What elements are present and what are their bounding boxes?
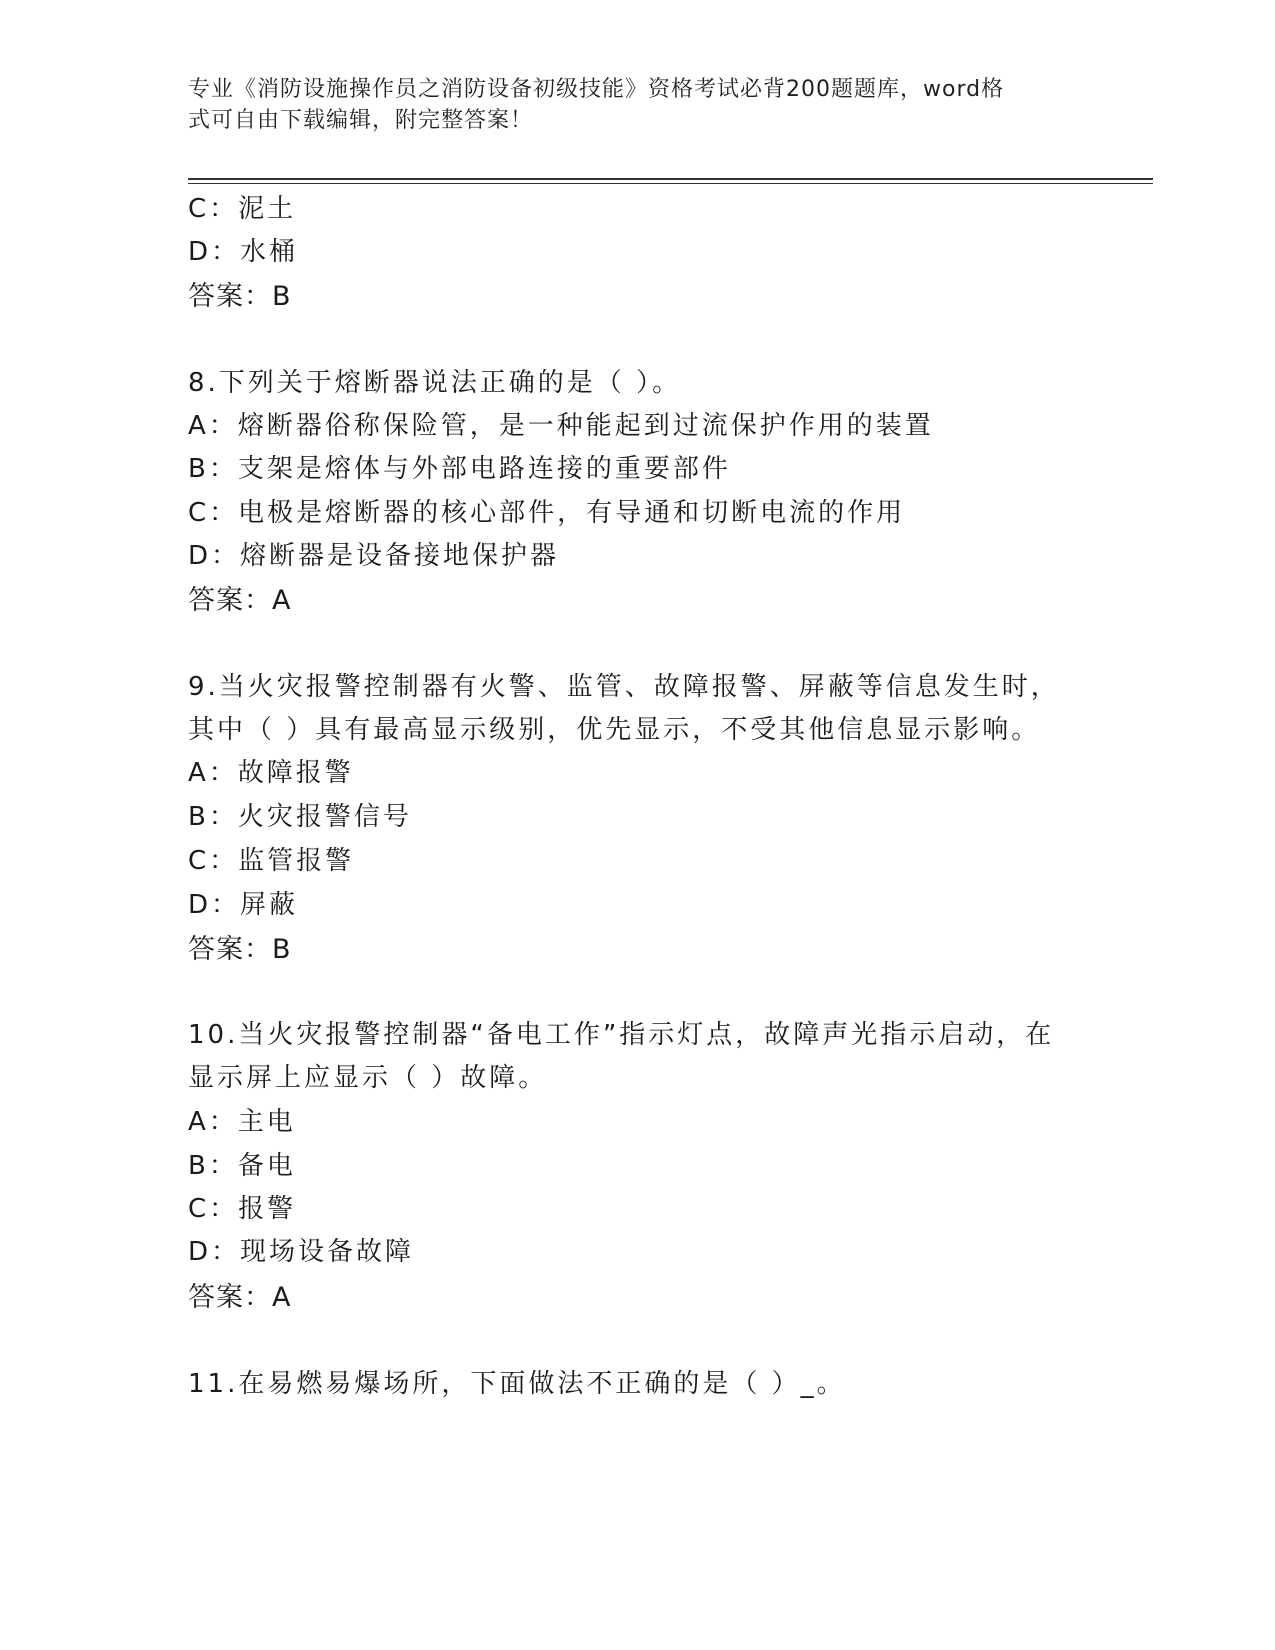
q8-option-c: C：电极是熔断器的核心部件，有导通和切断电流的作用 (188, 498, 906, 528)
header-line-2: 式可自由下载编辑，附完整答案！ (188, 108, 534, 133)
document-header (188, 74, 1088, 136)
header-line-1: 专业《消防设施操作员之消防设备初级技能》资格考试必背200题题库，word格 (188, 77, 1005, 102)
q8-answer: 答案：A (188, 585, 292, 616)
q10-option-d: D：现场设备故障 (188, 1237, 415, 1267)
q9-option-b: B：火灾报警信号 (188, 802, 412, 832)
q8-stem: 8.下列关于熔断器说法正确的是（ ）。 (188, 368, 682, 398)
q10-stem-line-2: 显示屏上应显示（ ）故障。 (188, 1063, 548, 1093)
prev-option-c: C：泥土 (188, 194, 297, 224)
prev-option-d: D：水桶 (188, 237, 299, 267)
q8-option-d: D：熔断器是设备接地保护器 (188, 541, 560, 571)
q10-option-b: B：备电 (188, 1151, 296, 1181)
q8-option-b: B：支架是熔体与外部电路连接的重要部件 (188, 454, 731, 484)
prev-answer: 答案：B (188, 281, 292, 312)
q10-option-a: A：主电 (188, 1107, 296, 1137)
q9-option-c: C：监管报警 (188, 846, 355, 876)
q9-answer: 答案：B (188, 934, 292, 965)
header-rule-thin (188, 183, 1153, 184)
q10-answer: 答案：A (188, 1282, 292, 1313)
q9-option-d: D：屏蔽 (188, 890, 299, 920)
q9-stem-line-2: 其中（ ）具有最高显示级别，优先显示，不受其他信息显示影响。 (188, 715, 1041, 745)
q10-stem-line-1: 10.当火灾报警控制器“备电工作”指示灯点，故障声光指示启动，在 (188, 1020, 1055, 1050)
q9-stem-line-1: 9.当火灾报警控制器有火警、监管、故障报警、屏蔽等信息发生时， (188, 672, 1060, 702)
q8-option-a: A：熔断器俗称保险管，是一种能起到过流保护作用的装置 (188, 411, 934, 441)
header-rule-thick (188, 178, 1153, 180)
q11-stem: 11.在易燃易爆场所，下面做法不正确的是（ ）_。 (188, 1369, 846, 1399)
q10-option-c: C：报警 (188, 1194, 297, 1224)
q9-option-a: A：故障报警 (188, 758, 354, 788)
